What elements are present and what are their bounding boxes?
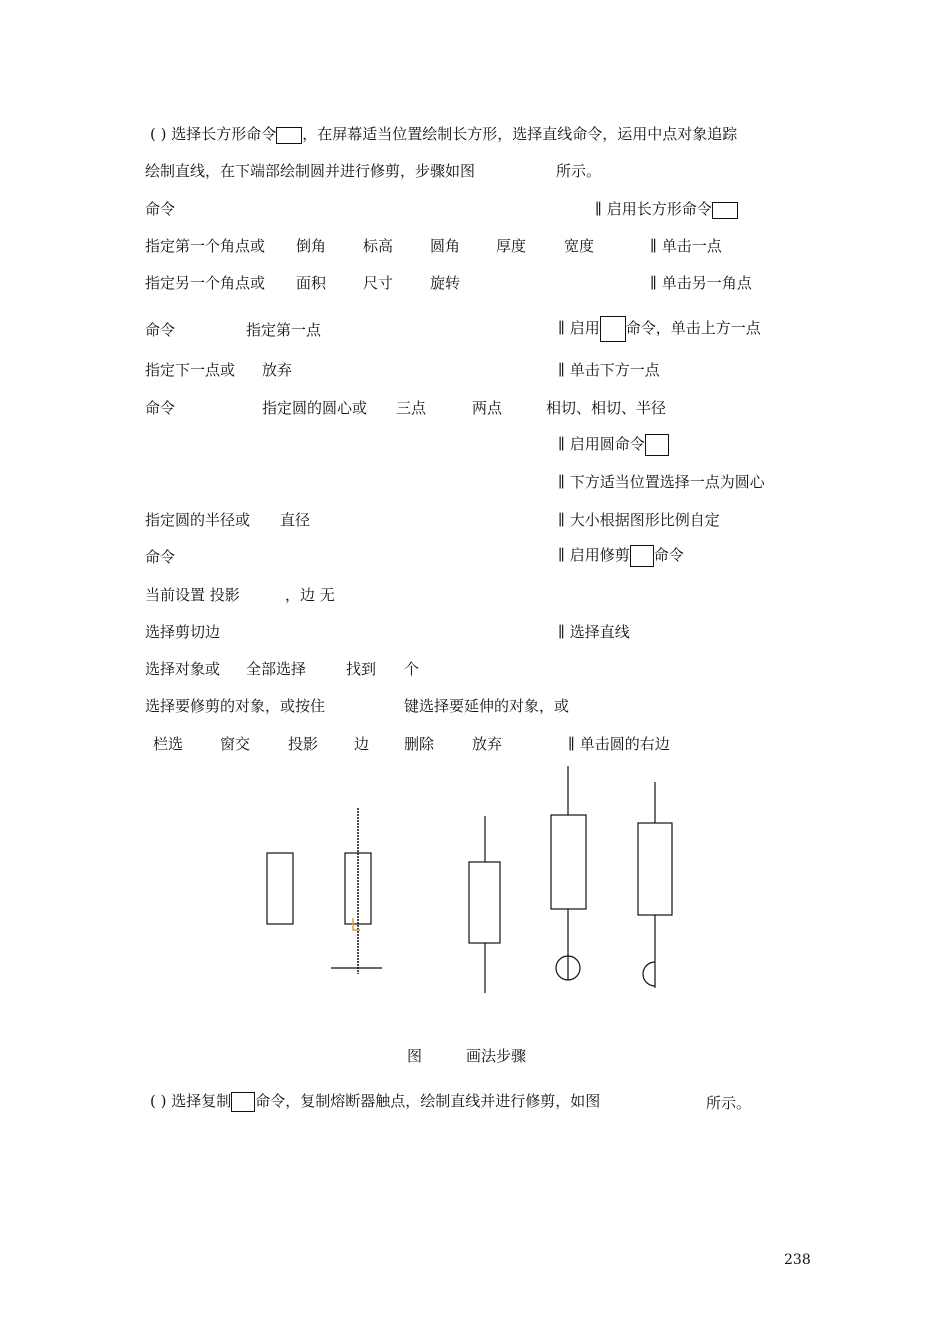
step-7-right-text: ∥ 启用圆命令: [558, 435, 645, 453]
fig-step-5: [638, 782, 672, 988]
fig-step-5-rectangle: [638, 823, 672, 915]
fig-step-5-half-circle: [643, 962, 655, 986]
step-3-c: 尺寸: [363, 274, 394, 292]
figure-caption: 画法步骤: [466, 1047, 527, 1065]
step-6-c: 三点: [396, 399, 427, 417]
step-8-right: ∥ 下方适当位置选择一点为圆心: [558, 473, 765, 491]
step-3-b: 面积: [296, 274, 327, 292]
fig-step-2: [331, 808, 382, 974]
step-3-d: 旋转: [430, 274, 461, 292]
step-14-b: 键选择要延伸的对象，或: [404, 697, 570, 715]
step-5-right: ∥ 单击下方一点: [558, 361, 660, 379]
paragraph-1-line-2-b: 所示。: [556, 162, 602, 180]
paragraph-2-text-c: 所示。: [706, 1094, 752, 1112]
step-15-right: ∥ 单击圆的右边: [568, 735, 670, 753]
fig-step-3: [469, 816, 500, 993]
step-12-right: ∥ 选择直线: [558, 623, 630, 641]
step-6-b: 指定圆的圆心或: [262, 399, 368, 417]
step-15-c: 投影: [288, 735, 319, 753]
step-10-left: 命令: [145, 548, 176, 566]
paragraph-2-text-a: ( ) 选择复制: [150, 1092, 232, 1110]
step-2-right: ∥ 单击一点: [650, 237, 722, 255]
step-11-b: ，边 无: [285, 586, 335, 604]
step-4-right-text-b: 命令，单击上方一点: [625, 319, 761, 337]
step-13-b: 全部选择: [246, 660, 307, 678]
step-9-a: 指定圆的半径或: [145, 511, 251, 529]
step-2-d: 圆角: [430, 237, 461, 255]
step-15-f: 放弃: [472, 735, 503, 753]
step-2-a: 指定第一个角点或: [145, 237, 266, 255]
step-5-b: 放弃: [262, 361, 293, 379]
step-13-d: 个: [404, 660, 420, 678]
step-14-a: 选择要修剪的对象，或按住: [145, 697, 326, 715]
step-5-a: 指定下一点或: [145, 361, 236, 379]
paragraph-2-text-b: 命令，复制熔断器触点，绘制直线并进行修剪，如图: [255, 1092, 601, 1110]
step-15-d: 边: [354, 735, 370, 753]
step-6-d: 两点: [472, 399, 503, 417]
fig-step-1-rectangle: [267, 853, 293, 924]
step-2-e: 厚度: [496, 237, 527, 255]
step-13-c: 找到: [346, 660, 377, 678]
fig-step-4-rectangle: [551, 815, 586, 909]
step-3-right: ∥ 单击另一角点: [650, 274, 752, 292]
step-1-right-text: ∥ 启用长方形命令: [595, 200, 712, 218]
step-10-right-text-a: ∥ 启用修剪: [558, 546, 630, 564]
step-2-b: 倒角: [296, 237, 327, 255]
step-15-b: 窗交: [220, 735, 251, 753]
figure-label: 图: [407, 1047, 423, 1065]
step-15-e: 删除: [404, 735, 435, 753]
fig-step-3-rectangle: [469, 862, 500, 943]
step-9-b: 直径: [280, 511, 311, 529]
copy-command-icon: [231, 1092, 255, 1112]
step-4-mid: 指定第一点: [246, 321, 322, 339]
step-10-right-text-b: 命令: [653, 546, 684, 564]
step-2-f: 宽度: [564, 237, 595, 255]
paragraph-1-line-2-a: 绘制直线，在下端部绘制圆并进行修剪，步骤如图: [145, 162, 476, 180]
step-4-left: 命令: [145, 321, 176, 339]
step-3-a: 指定另一个角点或: [145, 274, 266, 292]
page-number: 238: [784, 1252, 811, 1268]
step-2-c: 标高: [363, 237, 394, 255]
step-12-left: 选择剪切边: [145, 623, 221, 641]
paragraph-2-line: [150, 1091, 600, 1112]
step-6-a: 命令: [145, 399, 176, 417]
step-1-left: 命令: [145, 200, 176, 218]
step-15-a: 栏选: [153, 735, 184, 753]
paragraph-1-text-b: ，在屏幕适当位置绘制长方形，选择直线命令，运用中点对象追踪: [302, 125, 738, 143]
step-4-right-text-a: ∥ 启用: [558, 319, 600, 337]
paragraph-1-text-a: ( ) 选择长方形命令: [150, 125, 277, 143]
step-13-a: 选择对象或: [145, 660, 221, 678]
step-11-a: 当前设置 投影: [145, 586, 240, 604]
fig-step-4: [551, 766, 586, 980]
step-6-e: 相切、相切、半径: [546, 399, 667, 417]
step-9-right: ∥ 大小根据图形比例自定: [558, 511, 720, 529]
